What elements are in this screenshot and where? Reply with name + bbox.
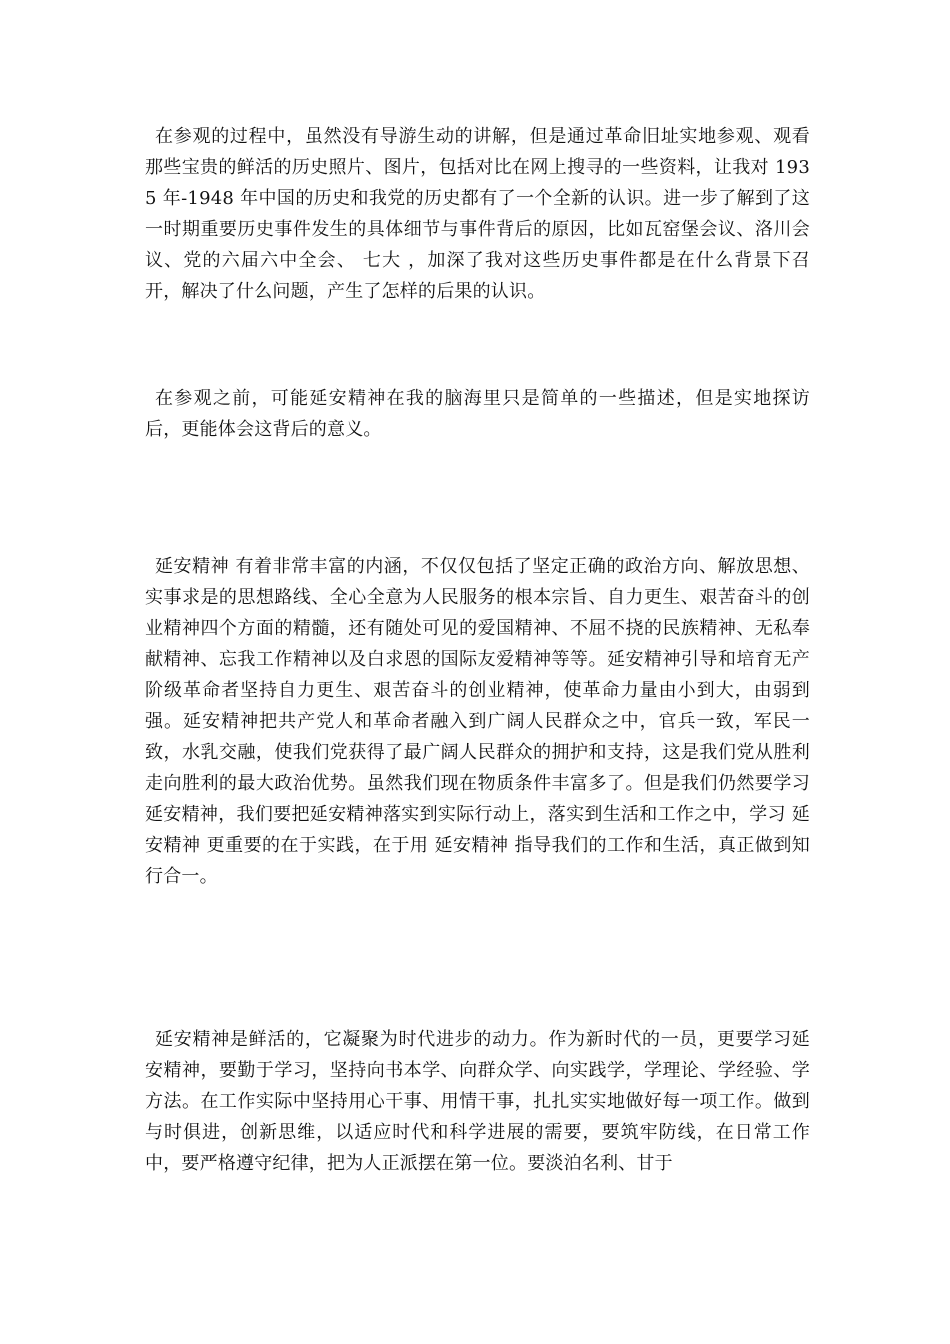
paragraph-yanan-spirit-meaning: 延安精神 有着非常丰富的内涵，不仅仅包括了坚定正确的政治方向、解放思想、实事求是的思想路线、全心全意为人民服务的根本宗旨、自力更生、艰苦奋斗的创业精神四个方面的精髓，还有随处可见的爱国精神、不屈不挠的民族精神、无私奉献精神、忘我工作精神以及白求恩的国际友爱精神等等。延安精神引导和培育无产阶级革命者坚持自力更生、艰苦奋斗的创业精神，使革命力量由小到大，由弱到强。延安精神把共产党人和革命者融入到广阔人民群众之中，官兵一致，军民一致，水乳交融，使我们党获得了最广阔人民群众的拥护和支持，这是我们党从胜利走向胜利的最大政治优势。虽然我们现在物质条件丰富多了。但是我们仍然要学习延安精神，我们要把延安精神落实到实际行动上，落实到生活和工作之中，学习 延安精神 更重要的在于实践，在于用 延安精神 指导我们的工作和生活，真正做到知行合一。 bbox=[145, 556, 810, 887]
paragraph-before-visit: 在参观之前，可能延安精神在我的脑海里只是简单的一些描述，但是实地探访后，更能体会这背后的意义。 bbox=[145, 388, 810, 440]
paragraph-yanan-spirit-today: 延安精神是鲜活的，它凝聚为时代进步的动力。作为新时代的一员，更要学习延安精神，要勤于学习，坚持向书本学、向群众学、向实践学，学理论、学经验、学方法。在工作实际中坚持用心干事、用情干事，扎扎实实地做好每一项工作。做到与时俱进，创新思维，以适应时代和科学进展的需要，要筑牢防线，在日常工作中，要严格遵守纪律，把为人正派摆在第一位。要淡泊名利、甘于 bbox=[145, 1029, 810, 1174]
paragraph-visit-process: 在参观的过程中，虽然没有导游生动的讲解，但是通过革命旧址实地参观、观看那些宝贵的鲜活的历史照片、图片，包括对比在网上搜寻的一些资料，让我对 1935 年-1948 年中国的历史和我党的历史都有了一个全新的认识。进一步了解到了这一时期重要历史事件发生的具体细节与事件背后的原因，比如瓦窑堡会议、洛川会议、党的六届六中全会、 七大 ，加深了我对这些历史事件都是在什么背景下召开，解决了什么问题，产生了怎样的后果的认识。 bbox=[145, 126, 810, 302]
